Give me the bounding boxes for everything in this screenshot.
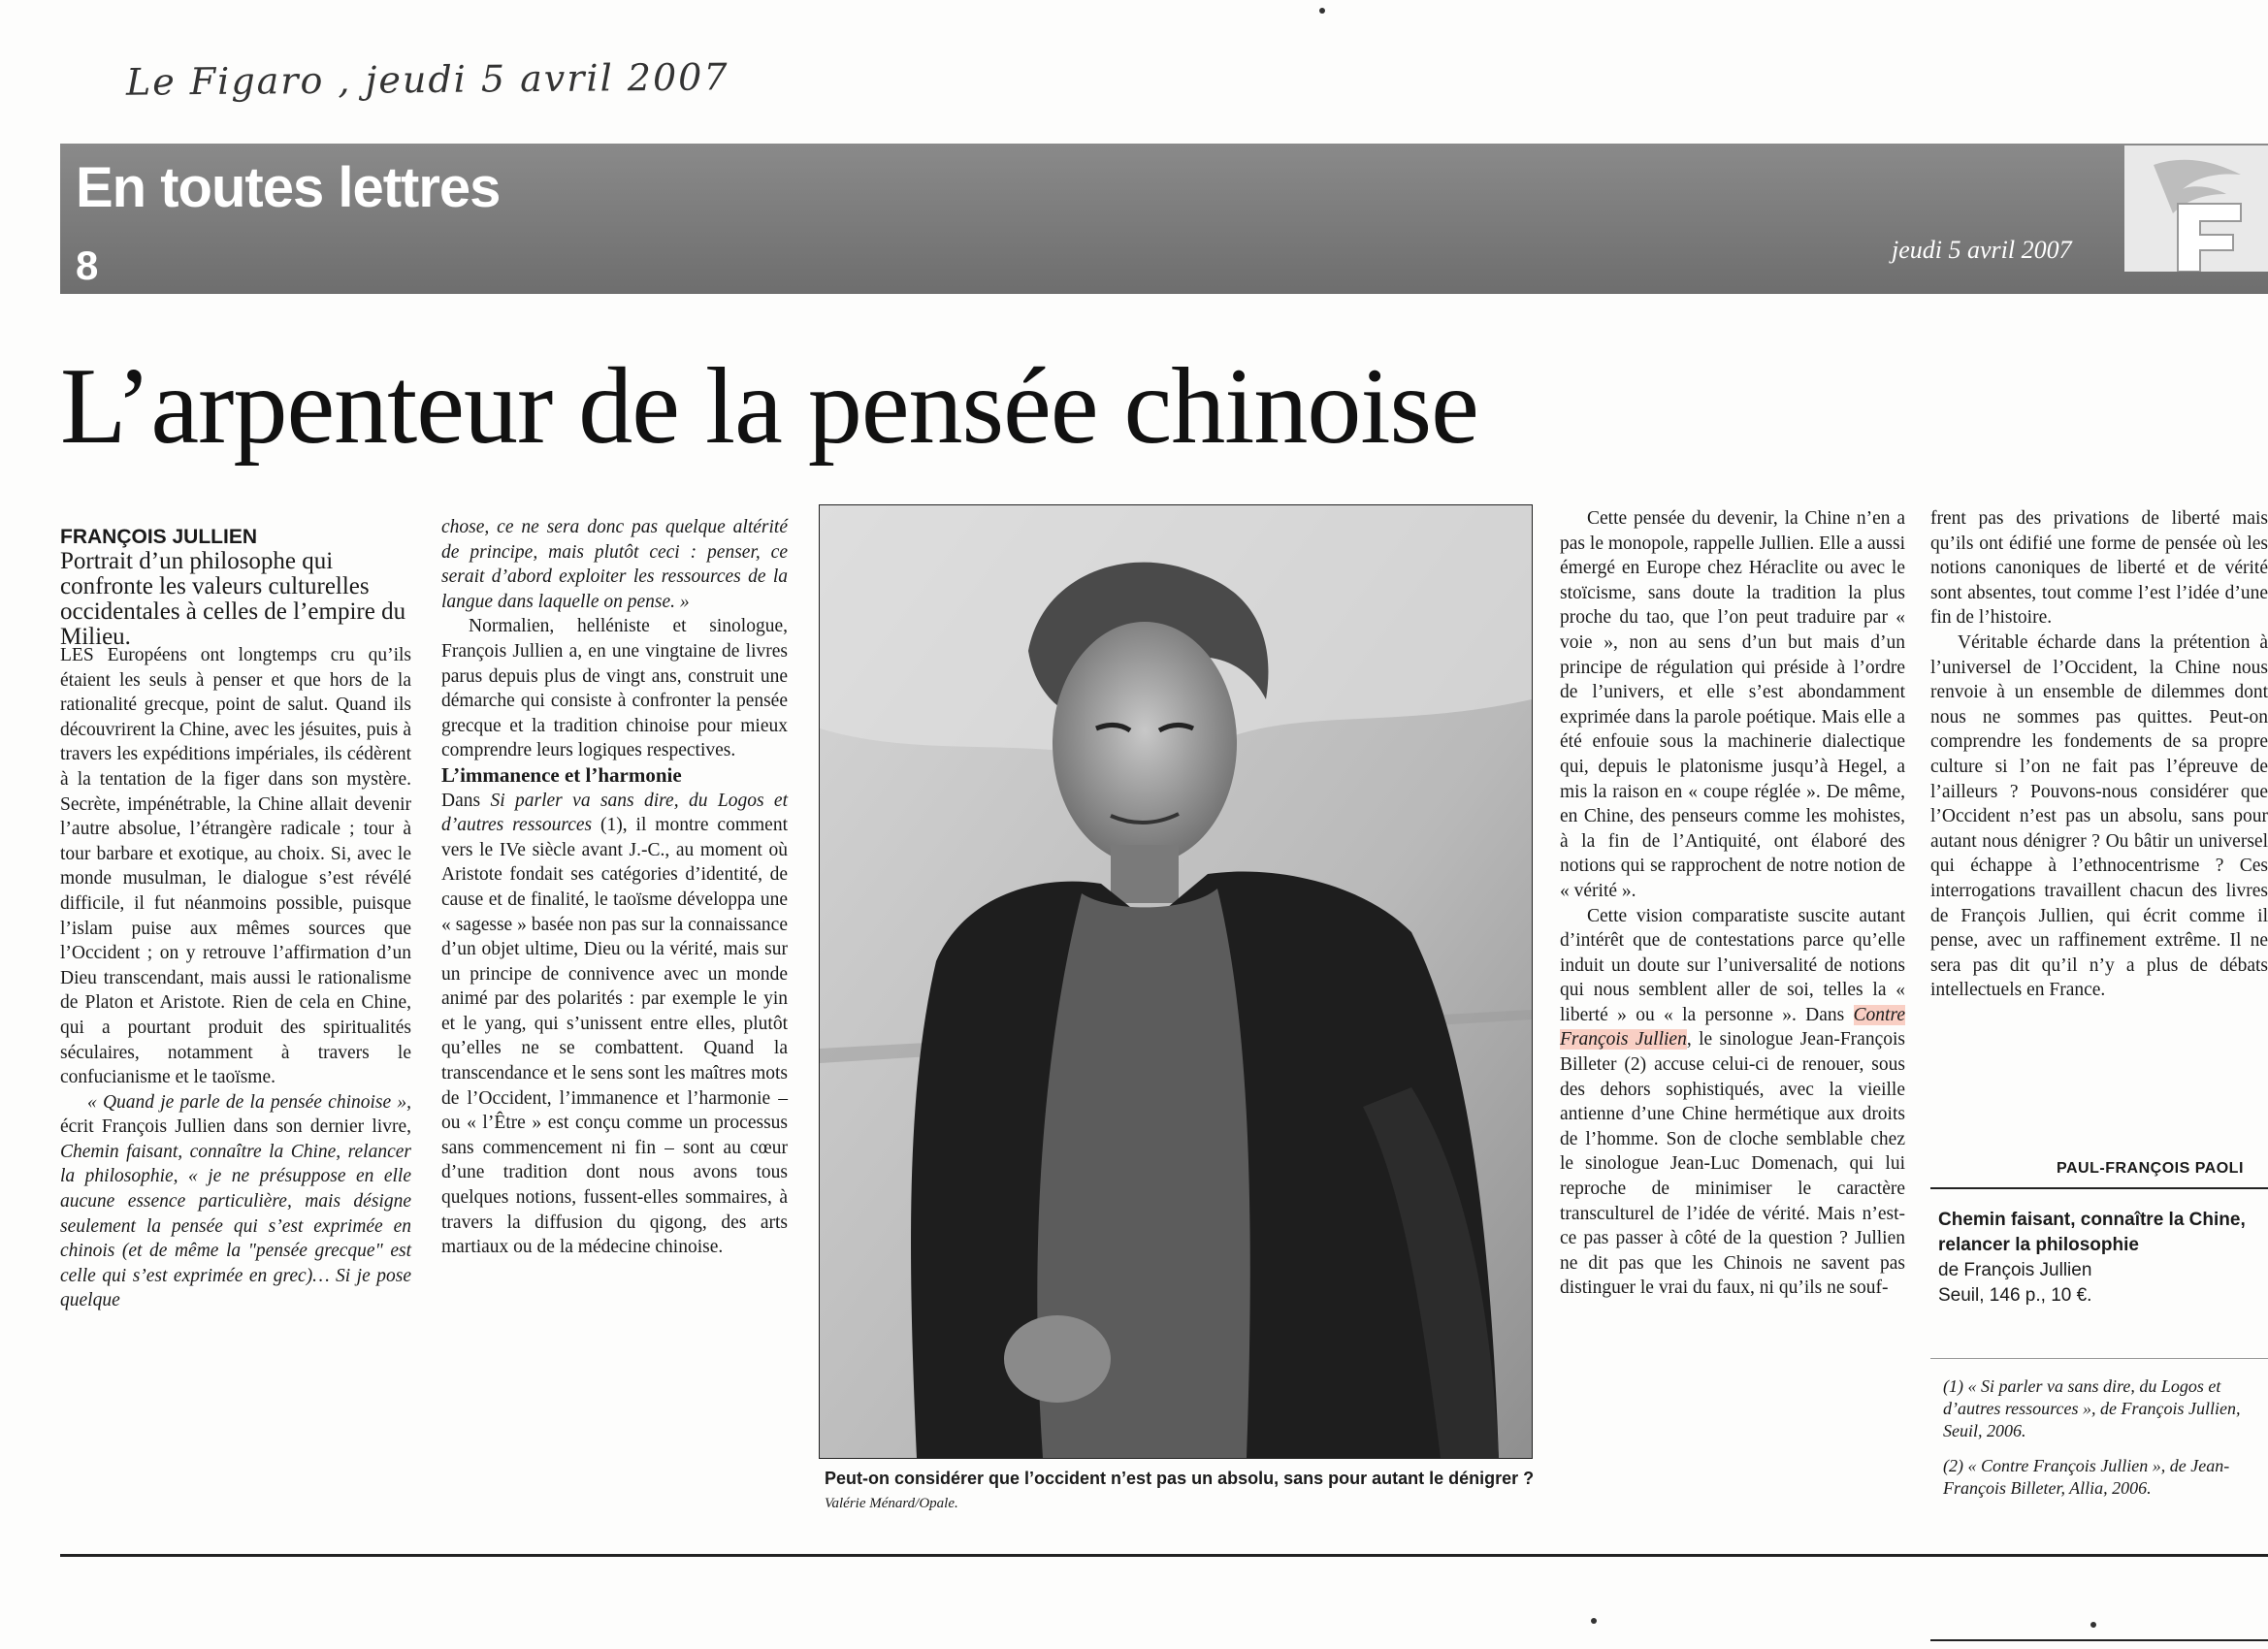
- body-text: écrit François Jullien dans son dernier livre,: [60, 1116, 411, 1138]
- scan-speck: [1591, 1618, 1597, 1624]
- footnote-2: (2) « Contre François Jullien », de Jean-François Billeter, Allia, 2006.: [1943, 1456, 2230, 1498]
- article-paragraph: frent pas des privations de liberté mais qu’ils ont édifié une forme de pensée où les notions canoniques de liberté et de vérité sont absentes, tout comme l’est l’idée d’une fin de l’histoire.: [1930, 508, 2268, 629]
- standfirst: Portrait d’un philosophe qui confronte les valeurs culturelles occidentales à celles de l’empire du Milieu.: [60, 548, 406, 650]
- book-publisher: Seuil, 146 p., 10 €.: [1938, 1285, 2092, 1306]
- handwritten-note: Le Figaro , jeudi 5 avril 2007: [125, 55, 729, 104]
- article-column-4: [1930, 506, 2268, 1003]
- page-number: 8: [76, 242, 99, 288]
- quote-text: chose, ce ne sera donc pas quelque altérité de principe, mais plutôt ceci : penser, ce serait d’abord exploiter les ressources de la langue dans laquelle on pense. »: [441, 517, 788, 612]
- article-column-2: [441, 515, 788, 1260]
- article-column-3: [1560, 506, 1905, 1301]
- divider: [1930, 1639, 2268, 1641]
- photo-credit: Valérie Ménard/Opale.: [825, 1496, 958, 1511]
- body-text: Dans: [441, 790, 491, 811]
- book-info-box: [1938, 1208, 2268, 1309]
- article-paragraph: [1560, 904, 1905, 1302]
- divider: [1930, 1358, 2268, 1359]
- quote-text: , « je ne présuppose en elle aucune essence particulière, mais désigne seulement la pensée qui s’est exprimée en chinois (et de même la "pensée grecque" est celle qui s’est exprimée en grec)… Si je pose quelque: [60, 1166, 412, 1311]
- section-subhead: L’immanence et l’harmonie: [441, 762, 682, 787]
- portrait-photo: [819, 504, 1533, 1459]
- body-text: , le sinologue Jean-François Billeter (2) accuse celui-ci de renouer, sous des dehors sophistiqués, avec la vieille antienne d’une Chine hermétique aux droits de l’homme. Son de cloche semblable chez le sinologue Jean-Luc Domenach, qui lui reproche de minimiser le caractère transculturel de l’idée de vérité. Mais n’est-ce pas passer à côté de la question ? Jullien ne dit pas que les Chinois ne savent pas distinguer le vrai du faux, ni qu’ils ne souf-: [1560, 1029, 1905, 1299]
- article-column-1: [60, 643, 411, 1313]
- book-title-text: Contre François Jullien: [1560, 1004, 1905, 1051]
- divider: [1930, 1187, 2268, 1189]
- article-paragraph: [441, 515, 788, 614]
- book-title-text: Chemin faisant, connaître la Chine, relancer la philosophie: [60, 1141, 411, 1187]
- photo-caption: [825, 1467, 1542, 1515]
- article-paragraph: Véritable écharde dans la prétention à l’universel de l’Occident, la Chine nous renvoie à un ensemble de dilemmes dont nous ne sommes pas quittes. Peut-on comprendre les fondements de sa propre culture si l’on ne fait pas l’épreuve de l’ailleurs ? Pouvons-nous considérer que l’Occident n’est pas un absolu, sans pour autant nous dénigrer ? Ou bâtir un universel qui échappe à l’ethnocentrisme ? Ces interrogations travaillent chacun des livres de François Jullien, qui écrit comme il pense, avec un raffinement extrême. Il ne sera pas dit qu’il n’y a plus de débats intellectuels en France.: [1930, 631, 2268, 1001]
- footnote-1: (1) « Si parler va sans dire, du Logos et d’autres ressources », de François Jullien, Seuil, 2006.: [1943, 1376, 2241, 1440]
- figaro-logo-icon: [2124, 146, 2268, 272]
- article-paragraph: [60, 1090, 411, 1313]
- article-paragraph: [441, 789, 788, 1260]
- author-signature: PAUL-FRANÇOIS PAOLI: [2057, 1160, 2244, 1177]
- caption-text: Peut-on considérer que l’occident n’est pas un absolu, sans pour autant le dénigrer ?: [825, 1469, 1535, 1488]
- bottom-rule: [60, 1554, 2268, 1557]
- scan-speck: [2090, 1622, 2096, 1628]
- article-paragraph: Cette pensée du devenir, la Chine n’en a pas le monopole, rappelle Jullien. Elle a aussi émergé en Europe chez Héraclite ou avec le stoïcisme, sans doute la tradition la plus proche du tao, que l’on peut traduire par « voie », non au sens d’un but mais d’un principe de régulation qui préside à l’ordre de l’univers, et elle s’est abondamment exprimée dans la parole poétique. Mais elle a été enfouie sous la machinerie dialectique qui, depuis le platonisme jusqu’à Hegel, a mis la raison en « coupe réglée ». De même, en Chine, des penseurs comme les mohistes, à la fin de l’Antiquité, ont élaboré des notions qui se rapprochent de notre notion de « vérité ».: [1560, 508, 1905, 901]
- book-author: de François Jullien: [1938, 1260, 2092, 1280]
- article-paragraph: Normalien, helléniste et sinologue, François Jullien a, en une vingtaine de livres parus depuis plus de vingt ans, construit une démarche qui consiste à confronter la pensée grecque et la tradition chinoise pour mieux comprendre leurs logiques respectives.: [441, 616, 788, 761]
- headline: L’arpenteur de la pensée chinoise: [60, 346, 1478, 467]
- article-paragraph: LES Européens ont longtemps cru qu’ils étaient les seuls à penser et que hors de la rationalité grecque, point de salut. Quand ils découvrirent la Chine, avec les jésuites, puis à travers les expéditions impériales, ils cédèrent à la tentation de la figer dans son mystère. Secrète, impénétrable, la Chine allait devenir l’autre absolue, l’étrangère radicale ; tour à tour barbare et exotique, au choix. Si, avec le monde musulman, le dialogue s’est révélé difficile, il fut néanmoins possible, puisque l’islam puise aux mêmes sources que l’Occident ; on y retrouve l’affirmation d’un Dieu transcendant, mais aussi le rationalisme de Platon et Aristote. Rien de cela en Chine, qui a pourtant produit des spiritualités séculaires, notamment à travers le confucianisme et le taoïsme.: [60, 645, 411, 1088]
- banner-date: jeudi 5 avril 2007: [1892, 236, 2072, 264]
- quote-text: « Quand je parle de la pensée chinoise »,: [87, 1091, 411, 1113]
- scan-speck: [1319, 8, 1325, 14]
- book-title-text: Si parler va sans dire, du Logos et d’autres ressources: [441, 790, 788, 836]
- body-text: (1), il montre comment vers le IVe siècle avant J.-C., au moment où Aristote fondait ses catégories d’identité, de cause et de finalité, le taoïsme développa une « sagesse » basée non pas sur la connaissance d’un objet ultime, Dieu ou la vérité, mais sur un principe de connivence avec un monde animé par des polarités : par exemple le yin et le yang, qui s’unissent entre elles, plutôt qu’elles ne se combattent. Quand la transcendance et le sens sont les maîtres mots de l’Occident, l’immanence et l’harmonie – ou « l’Être » est conçu comme un processus sans commencement ni fin – sont au cœur d’une tradition dont nous avons tous quelques notions, fussent-elles sommaires, à travers la diffusion du qigong, des arts martiaux ou de la médecine chinoise.: [441, 815, 788, 1258]
- book-title: Chemin faisant, connaître la Chine, relancer la philosophie: [1938, 1210, 2246, 1255]
- byline: FRANÇOIS JULLIEN: [60, 526, 258, 548]
- section-rubric: En toutes lettres: [76, 156, 501, 219]
- body-text: Cette vision comparatiste suscite autant d’intérêt que de contestations parce qu’elle induit un doute sur l’universalité de notions qui nous semblent aller de soi, telles la « liberté » ou « la personne ». Dans: [1560, 905, 1905, 1025]
